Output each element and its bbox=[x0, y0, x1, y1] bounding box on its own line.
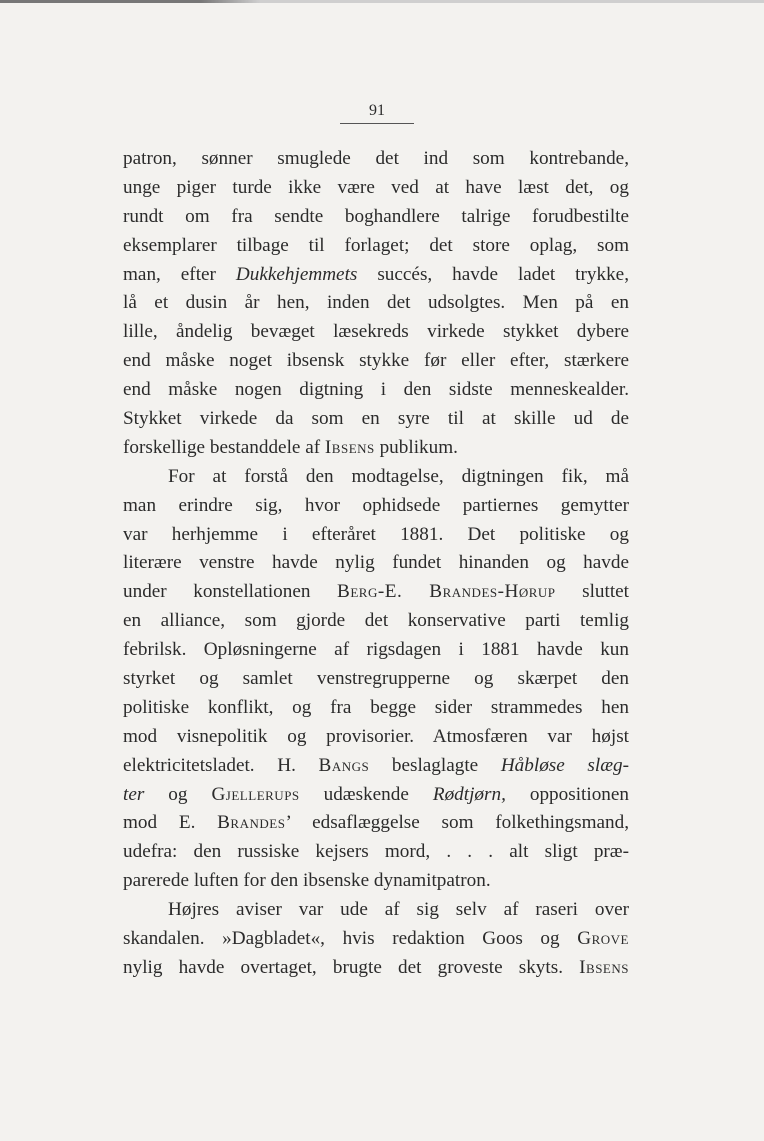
play-title: Dukkehjemmets bbox=[235, 263, 358, 285]
text-line: end måske nogen digtning i den sidste menneskealder. bbox=[123, 379, 629, 401]
book-title: ter bbox=[123, 783, 145, 805]
text-line: lå et dusin år hen, inden det udsolgtes. Men på en bbox=[123, 292, 629, 314]
author-name: Gjellerups bbox=[211, 783, 300, 805]
author-name: Ibsens bbox=[324, 436, 375, 458]
text-line: Højres aviser var ude af sig selv af raseri over bbox=[168, 899, 629, 921]
page-top-edge bbox=[0, 0, 764, 3]
book-title: Rødtjørn, bbox=[432, 783, 506, 805]
author-name: Ibsens bbox=[579, 956, 629, 978]
page-number: 91 bbox=[340, 100, 414, 124]
text-line: literære venstre havde nylig fundet hinanden og havde bbox=[123, 552, 629, 574]
body-text bbox=[123, 145, 629, 983]
text-line: mod visnepolitik og provisorier. Atmosfæren var højst bbox=[123, 725, 629, 747]
text-line: under konstellationen Berg-E. Brandes-Hørup sluttet bbox=[123, 581, 630, 603]
text-line: man erindre sig, hvor ophidsede partiernes gemytter bbox=[123, 494, 629, 516]
text-line: en alliance, som gjorde det konservative parti temlig bbox=[123, 610, 629, 632]
text-line: end måske noget ibsensk stykke før eller efter, stærkere bbox=[123, 350, 629, 372]
text-line: febrilsk. Opløsningerne af rigsdagen i 1881 havde kun bbox=[123, 639, 629, 661]
text-line: rundt om fra sendte boghandlere talrige forudbestilte bbox=[123, 205, 629, 227]
person-name: Brandes bbox=[217, 812, 286, 834]
text-line: nylig havde overtaget, brugte det groveste skyts. Ibsens bbox=[123, 956, 629, 978]
text-line: man, efter Dukkehjemmets succés, havde ladet trykke, bbox=[123, 263, 629, 285]
book-title: Håbløse slæg- bbox=[500, 754, 629, 776]
text-line: For at forstå den modtagelse, digtningen fik, må bbox=[168, 465, 629, 487]
text-line: styrket og samlet venstregrupperne og skærpet den bbox=[123, 668, 629, 690]
text-line: unge piger turde ikke være ved at have læst det, og bbox=[123, 176, 629, 198]
person-names: Berg-E. Brandes-Hørup bbox=[337, 581, 556, 603]
text-line: var herhjemme i efteråret 1881. Det politiske og bbox=[123, 523, 629, 545]
person-name: Grove bbox=[577, 928, 629, 950]
text-line: politiske konflikt, og fra begge sider strammedes hen bbox=[123, 696, 629, 718]
text-line: udefra: den russiske kejsers mord, . . . alt sligt præ- bbox=[123, 841, 629, 863]
text-line: ter og Gjellerups udæskende Rødtjørn, oppositionen bbox=[123, 783, 629, 805]
text-line: skandalen. »Dagbladet«, hvis redaktion Goos og Grove bbox=[123, 928, 629, 950]
text-line: patron, sønner smuglede det ind som kontrebande, bbox=[123, 148, 629, 169]
text-line: mod E. Brandes’ edsaflæggelse som folkethingsmand, bbox=[123, 812, 629, 834]
text-line: forskellige bestanddele af Ibsens publikum. bbox=[123, 436, 458, 458]
text-line: elektricitetsladet. H. Bangs beslaglagte Håbløse slæg- bbox=[123, 754, 629, 776]
text-line: eksemplarer tilbage til forlaget; det store oplag, som bbox=[123, 234, 629, 256]
text-line: Stykket virkede da som en syre til at skille ud de bbox=[123, 408, 629, 430]
text-line: lille, åndelig bevæget læsekreds virkede stykket dybere bbox=[123, 321, 629, 343]
author-name: Bangs bbox=[318, 754, 370, 776]
text-line: parerede luften for den ibsenske dynamitpatron. bbox=[123, 870, 491, 892]
